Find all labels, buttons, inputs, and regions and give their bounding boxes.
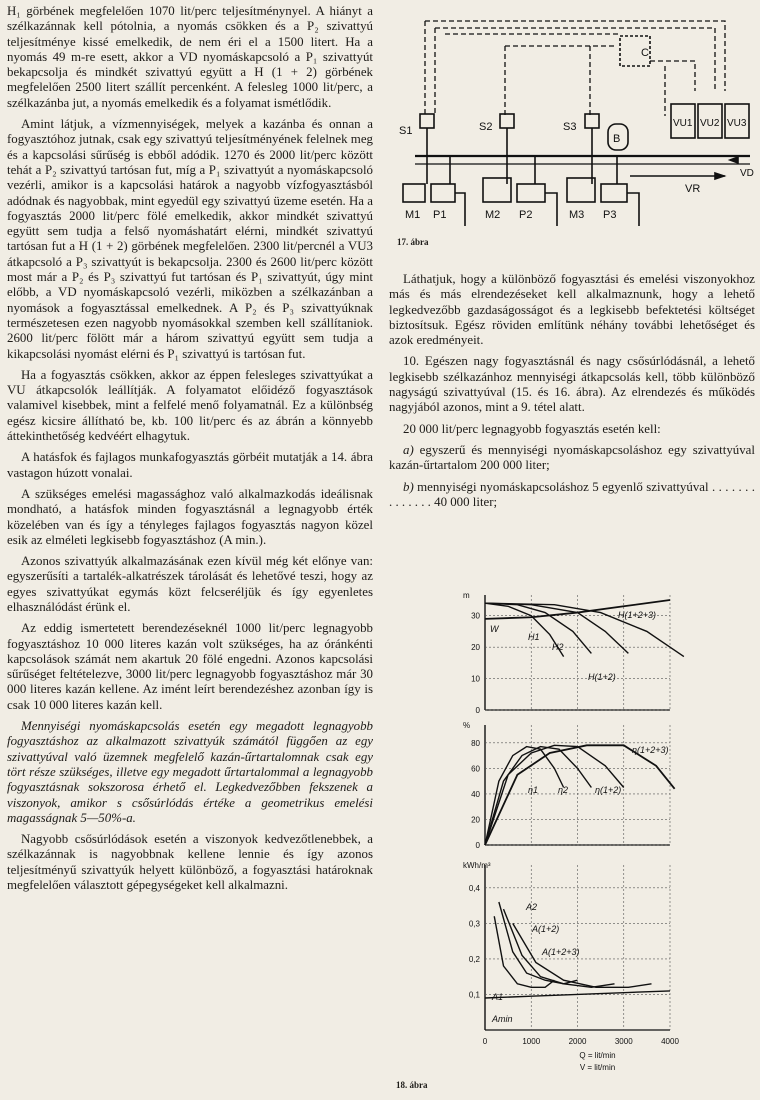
series-label: η(1+2+3) — [632, 745, 669, 755]
series-label: Amin — [492, 1014, 513, 1024]
y-tick-label: 80 — [471, 738, 480, 748]
figure-17-caption: 17. ábra — [397, 237, 429, 247]
paragraph: Ha a fogyasztás csökken, akkor az éppen felesleges szivattyúkat a VU átkapcsolók leállítják. A folyamatot előidéző fogyasztások valamivel kisebbek, mint a felfelé menő folyamatnál. Ez a különbség egész kicsire állítható be, kb. 100 lit/perc és az ábrán a könnyebb áttekinthetőség kedvéért elhagytuk. — [7, 367, 373, 444]
paragraph: Láthatjuk, hogy a különböző fogyasztási és emelési viszonyokhoz más és más elrendezéseket kell alkalmaznunk, hogy a lehető legkedvezőbb gazdaságosságot és a legkisebb befektetési költséget biztosítsuk. Egész röviden említünk néhány további lehetőséget és azok eredményeit. — [389, 272, 755, 348]
y-unit-label: kWh/m³ — [463, 861, 491, 870]
paragraph: 10. Egészen nagy fogyasztásnál és nagy csősúrlódásnál, a lehető legkisebb szélkazánhoz mennyiségi átkapcsolás kell, több különböző nagyságú szivattyúval (15. és 16. ábra). Az elrendezés és működés nagyjából azonos, mint a 9. tétel alatt. — [389, 354, 755, 415]
series-line — [499, 902, 578, 984]
y-tick-label: 0 — [475, 841, 480, 850]
paragraph: Nagyobb csősúrlódások esetén a viszonyok kedvezőtlenebbek, a szélkazánnak is nagyobbnak kellene lennie és így azonos teljesítményű szivattyúk helyett különböző, a fogyasztási határoknak megfelelően választott gépegységeket kell alkalmazni. — [7, 832, 373, 893]
figure-17-schematic — [395, 6, 755, 231]
list-marker: a) — [403, 442, 414, 457]
x-tick-label: 0 — [482, 1037, 488, 1046]
y-unit-label: % — [463, 721, 471, 730]
x-tick-label: 2000 — [568, 1037, 587, 1046]
label-m1: M1 — [405, 209, 421, 221]
paragraph: Az eddig ismertetett berendezéseknél 1000 lit/perc legnagyobb fogyasztáshoz 10 000 literes kazán volt szükséges, ha az óránkénti kapcsolások számát nem akartuk 20 fölé engedni. Azonos kapcsolási sűrűséget feltételezve, 3000 lit/perc legnagyobb fogyasztáshoz már 30 000 literes kazán kellene. Az imént leírt berendezéshez azonban így is csak 10 000 literes kazán kell. — [7, 621, 373, 712]
label-p1: P1 — [433, 209, 447, 221]
chart-series — [485, 600, 684, 998]
series-label: H(1+2) — [588, 672, 616, 682]
left-column — [7, 4, 373, 899]
y-tick-label: 20 — [471, 815, 480, 825]
italic-paragraph: Mennyiségi nyomáskapcsolás esetén egy megadott legnagyobb fogyasztáshoz az alkalmazott szivattyúk számától függően az egy szivattyúval való üzemnek megfelelő kazán-űrtartalomnak csak egy tört része szükséges, illetve egy megadott űrtartalommal a legnagyobb fogyasztásnak sokszorosa érhető el. Legkedvezőbben fekszenek a viszonyok, amikor s csősúrlódás értéke a geometrikus emelési magasságnak 5—50%-a. — [7, 719, 373, 825]
label-vu1: VU1 — [673, 118, 693, 129]
series-label: A1 — [492, 992, 504, 1002]
figure-18-chart — [440, 580, 700, 1080]
control-wiring — [425, 21, 725, 116]
paragraph: A hatásfok és fajlagos munkafogyasztás görbéit mutatják a 14. ábra vastagon húzott vonalai. — [7, 450, 373, 480]
label-vr: VR — [685, 183, 701, 195]
paragraph: Amint látjuk, a vízmennyiségek, melyek a kazánba és onnan a fogyasztóhoz jutnak, csak egy szivattyú teljesítményének felelnek meg és a kapcsolási sűrűség is ebből adódik. 1270 és 2000 lit/perc között tehát a P₂ szivattyú tartósan fut, míg a P₁ szivattyút a nyomáskapcsoló vezérli, amikor is a kapcsolási határok a nagyobb vízfogyasztásból adódnak és nagyobbak, mint egyedül egy szivattyú üzeme esetén. Ha a fogyasztás 2000 lit/perc fölé emelkedik, akkor mindkét szivattyú együtt sem tudja a felső nyomáshatárt elérni, mindkét szivattyú tartósan fut a H (1 + 2) görbének megfelelően. 2300 lit/percnél a VU3 átkapcsoló a P₃ szivattyút is bekapcsolja. 2300 és 2600 lit/perc között most már a P₂ és P₃ szivattyú fut tartósan és P₁ szivattyút, úgy mint előbb, a VD nyomáskapcsoló vezérli, miközben a szélkazánban a nyomások a fogyasztással emelkednek. A P₂ és P₃ szivattyúknak természetesen ezen nagyobb nyomásokkal szemben kell szállítaniok. 2600 lit/perc fölött már a három szivattyú együtt sem tudja a kikapcsolási nyomást elérni és P₁ szivattyú is tartósan fut. — [7, 117, 373, 361]
y-tick-label: 60 — [471, 764, 480, 774]
x-tick-label: 1000 — [522, 1037, 541, 1046]
series-label: H1 — [528, 632, 540, 642]
series-label: η(1+2) — [595, 785, 622, 795]
paragraph: A szükséges emelési magassághoz való alkalmazkodás ideálisnak mondható, a hatásfok minden fogyasztásnál a legnagyobb érték közelében van és így a tényleges fajlagos fogyasztás nagyon közel esik az elméleti legkisebb fogyasztáshoz (A min.). — [7, 486, 373, 547]
list-text: mennyiségi nyomáskapcsoláshoz 5 egyenlő szivattyúval — [417, 479, 709, 494]
chart-grid — [485, 595, 670, 1030]
series-label: H(1+2+3) — [618, 610, 657, 620]
label-vu2: VU2 — [700, 118, 720, 129]
x-axis-label: V = lit/min — [579, 1063, 616, 1072]
list-text: egyszerű és mennyiségi nyomáskapcsoláshoz egy szivattyúval kazán-űrtartalom 200 000 liter; — [389, 442, 755, 473]
label-vd: VD — [740, 168, 754, 179]
chart-labels — [463, 591, 679, 1072]
label-m2: M2 — [485, 209, 501, 221]
series-label: W — [490, 624, 499, 634]
label-s2: S2 — [479, 121, 493, 133]
list-marker: b) — [403, 479, 414, 494]
label-s1: S1 — [399, 125, 413, 137]
series-line — [485, 603, 591, 653]
label-p2: P2 — [519, 209, 533, 221]
label-m3: M3 — [569, 209, 585, 221]
y-tick-label: 40 — [471, 789, 480, 799]
arrow-icon — [730, 157, 738, 163]
series-line — [485, 745, 675, 845]
x-tick-label: 4000 — [661, 1037, 679, 1046]
list-value: 40 000 liter; — [434, 494, 498, 509]
list-item: b) mennyiségi nyomáskapcsoláshoz 5 egyenlő szivattyúval . . . . . . . . . . . . . . 40 000 liter; — [389, 479, 755, 509]
paragraph: H₁ görbének megfelelően 1070 lit/perc teljesítménynyel. A hiányt a szélkazánnak kell pótolnia, a nyomás csökken és a P₂ szivattyú teljesítménye kissé emelkedik, de nem éri el a 1500 litert. Ha a nyomás 49 m-re esett, akkor a VD nyomáskapcsoló a P₁ szivattyút bekapcsolja és mindkét szivattyú együtt a H (1 + 2) görbének megfelelően 2500 litert szállít percenként. A felesleg 1000 lit/perc, a szélkazánba jut, a nyomás emelkedik és a folyamat ismétlődik. — [7, 4, 373, 110]
arrow-icon — [715, 173, 724, 179]
label-p3: P3 — [603, 209, 617, 221]
label-c: C — [641, 47, 649, 59]
y-tick-label: 30 — [471, 611, 480, 621]
series-label: η1 — [528, 785, 539, 795]
list-item — [389, 443, 755, 474]
label-vu3: VU3 — [727, 118, 747, 129]
series-label: A(1+2+3) — [542, 947, 580, 957]
series-label: A(1+2) — [532, 924, 560, 934]
label-s3: S3 — [563, 121, 577, 133]
y-tick-label: 10 — [471, 674, 480, 684]
series-label: η2 — [558, 785, 569, 795]
series-line — [485, 745, 624, 845]
x-axis-label: Q = lit/min — [579, 1051, 616, 1060]
y-unit-label: m — [463, 591, 470, 600]
series-line — [485, 747, 564, 845]
y-tick-label: 0,1 — [468, 990, 480, 1000]
paragraph: Azonos szivattyúk alkalmazásának ezen kívül még két előnye van: egyszerűsíti a tartalék-alkatrészek tárolását és lehetővé teszi, hogy az egyes szivattyúkat egymás közt felcseréljük és így egyenletes elhasználódást érünk el. — [7, 554, 373, 614]
right-column — [389, 272, 755, 516]
y-tick-label: 20 — [471, 643, 480, 653]
y-tick-label: 0,3 — [468, 919, 480, 929]
y-tick-label: 0,2 — [468, 954, 480, 964]
x-tick-label: 3000 — [614, 1037, 633, 1046]
figure-18-caption: 18. ábra — [396, 1080, 428, 1090]
series-label: H2 — [552, 642, 564, 652]
y-tick-label: 0 — [475, 706, 480, 715]
label-b: B — [613, 133, 621, 145]
series-label: A2 — [526, 902, 538, 912]
y-tick-label: 0,4 — [468, 883, 480, 893]
paragraph: 20 000 lit/perc legnagyobb fogyasztás esetén kell: — [403, 421, 661, 436]
